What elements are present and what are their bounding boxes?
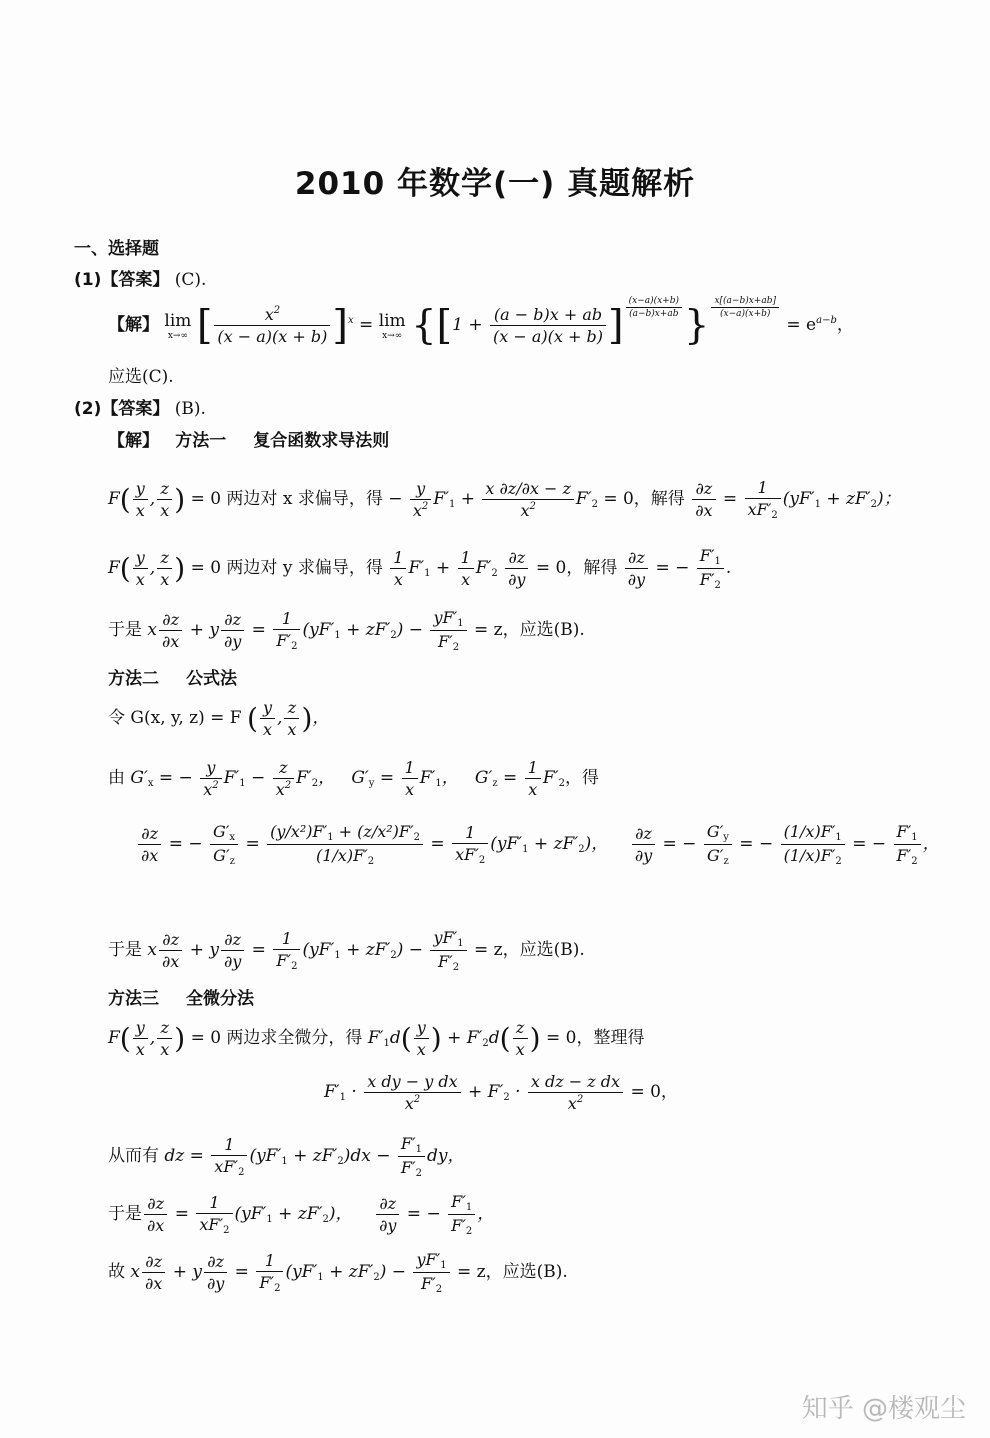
method3-line5-prefix: 故 — [108, 1262, 125, 1282]
method1-heading — [108, 426, 389, 451]
method2-line3: $\frac{\partial z}{\partial x}$ = − $\frac{G'_x}{G'_z}$ = $\frac{(y/x^2)F'_1 + (z/x^2)F'_2}{(1/x)F'_2}$ = $\frac{1}{xF'_2}$ $(yF'_1 + zF'_2)$， $\frac{\partial z}{\partial y}$ = − $\frac{G'_y}{G'_z}$ = − $\frac{(1/x)F'_1}{(1/x)F'_2}$ = − $\frac{F'_1}{F'_2}$ ， — [136, 822, 940, 867]
method3-line3-prefix: 从而有 — [108, 1146, 159, 1166]
q1-solution-label: 【解】 — [108, 315, 159, 335]
method1-line1-tail: = 0，解得 — [603, 489, 685, 509]
method3-label: 方法三 — [108, 989, 159, 1009]
method3-line4: 于是 $\frac{\partial z}{\partial x}$ = $\frac{1}{xF'_2}$ $(yF'_1 + zF'_2)$， $\frac{\partial z}{\partial y}$ = − $\frac{F'_1}{F'_2}$ ， — [108, 1192, 495, 1237]
method2-label: 方法二 — [108, 669, 159, 689]
method2-line4-tail: = z，应选(B). — [474, 940, 585, 960]
method3-line1: F( $\frac{y}{x}$ , $\frac{z}{x}$ ) = 0 两边求全微分，得 $F'_1d$( $\frac{y}{x}$ ) + $F'_2d$( $\frac{z}{x}$ ) = 0，整理得 — [108, 1018, 645, 1059]
method1-line3-prefix: 于是 — [108, 620, 142, 640]
q2-answer-label: (2)【答案】 — [74, 399, 170, 419]
section-heading: 一、选择题 — [74, 239, 159, 259]
method1-line1-text: = 0 两边对 x 求偏导，得 — [190, 489, 383, 509]
method2-line4-prefix: 于是 — [108, 940, 142, 960]
q1-answer-value: (C). — [174, 270, 207, 290]
method1-label: 方法一 — [175, 431, 227, 451]
q2-solution-label: 【解】 — [108, 431, 159, 451]
method3-name: 全微分法 — [186, 989, 255, 1009]
q1-solution-formula: 【解】 lim x→∞ [ $\frac{x^2}{(x - a)(x + b)}$ ]$^x$ = lim x→∞ {[1 + $\frac{(a - b)x + ab}{(x - a)(x + b)}$ ] $\frac{(x-a)(x+b)}{(a-b)x+ab}$ } $\frac{x[(a-b)x+ab]}{(x-a)(x+b)}$ = $e^{a-b}$， — [108, 296, 854, 349]
method2-line4: 于是 x $\frac{\partial z}{\partial x}$ + y $\frac{\partial z}{\partial y}$ = $\frac{1}{F'_2}$ $(yF'_1 + zF'_2)$ − $\frac{yF'_1}{F'_2}$ = z，应选(B). — [108, 928, 585, 973]
method3-line4-prefix: 于是 — [108, 1204, 142, 1224]
method3-line1-tail: = 0，整理得 — [545, 1028, 645, 1048]
method2-line1-text: 令 G(x, y, z) = F — [108, 708, 242, 728]
method2-name: 公式法 — [186, 669, 238, 689]
q1-answer-line — [74, 265, 206, 290]
method1-line2-text: = 0 两边对 y 求偏导，得 — [190, 558, 383, 578]
q2-answer-line — [74, 394, 206, 419]
method1-line2-tail: = 0，解得 — [535, 558, 618, 578]
method3-line5: 故 x $\frac{\partial z}{\partial x}$ + y $\frac{\partial z}{\partial y}$ = $\frac{1}{F'_2}$ $(yF'_1 + zF'_2)$ − $\frac{yF'_1}{F'_2}$ = z，应选(B). — [108, 1250, 568, 1295]
method2-line1: 令 G(x, y, z) = F ( $\frac{y}{x}$ , $\frac{z}{x}$ )， — [108, 698, 330, 739]
page-title: 2010 年数学(一) 真题解析 — [294, 166, 696, 202]
method3-line5-tail: = z，应选(B). — [457, 1262, 568, 1282]
method1-line3-tail: = z，应选(B). — [474, 620, 585, 640]
method3-heading — [108, 984, 254, 1009]
q1-answer-label: (1)【答案】 — [74, 270, 170, 290]
method2-heading — [108, 664, 237, 689]
method1-line1: F( $\frac{y}{x}$ , $\frac{z}{x}$ ) = 0 两边对 x 求偏导，得 − $\frac{y}{x^2}$ $F'_1$ + $\frac{x \partial z/\partial x - z}{x^2}$ $F'_2 = 0$，解得 $\frac{\partial z}{\partial x}$ = $\frac{1}{xF'_2}$ $(yF'_1 + zF'_2)$； — [108, 478, 901, 521]
method3-line1-text: = 0 两边求全微分，得 — [190, 1028, 363, 1048]
method2-line2: 由 $G'_x$ = − $\frac{y}{x^2}$ $F'_1$ − $\frac{z}{x^2}$ $F'_2$， $G'_y$ = $\frac{1}{x}$ $F'_1$， $G'_z$ = $\frac{1}{x}$ $F'_2$，得 — [108, 758, 599, 799]
method1-line3: 于是 x $\frac{\partial z}{\partial x}$ + y $\frac{\partial z}{\partial y}$ = $\frac{1}{F'_2}$ $(yF'_1 + zF'_2)$ − $\frac{yF'_1}{F'_2}$ = z，应选(B). — [108, 608, 585, 653]
watermark: 知乎 @楼观尘 — [801, 1394, 966, 1424]
method3-line3: 从而有 dz = $\frac{1}{xF'_2}$ $(yF'_1 + zF'_2)dx$ − $\frac{F'_1}{F'_2}$ dy， — [108, 1134, 465, 1179]
method2-line2-tail: ，得 — [564, 768, 599, 788]
method1-line2: F( $\frac{y}{x}$ , $\frac{z}{x}$ ) = 0 两边对 y 求偏导，得 $\frac{1}{x}$ $F'_1$ + $\frac{1}{x}$ $F'_2$ $\frac{\partial z}{\partial y}$ = 0，解得 $\frac{\partial z}{\partial y}$ = − $\frac{F'_1}{F'_2}$ . — [108, 546, 732, 591]
q1-result-exponent: a−b — [816, 315, 837, 326]
method2-line2-prefix: 由 — [108, 768, 125, 788]
q1-result: = e — [786, 315, 817, 335]
q2-answer-value: (B). — [174, 399, 206, 419]
method3-line2: $F'_1$ · $\frac{\text{x dy − y dx}}{x^2}$ + $F'_2$ · $\frac{\text{x dz − z dx}}{x^2}$ = 0， — [324, 1072, 678, 1113]
q1-choose: 应选(C). — [108, 367, 174, 387]
method1-name: 复合函数求导法则 — [253, 431, 390, 451]
